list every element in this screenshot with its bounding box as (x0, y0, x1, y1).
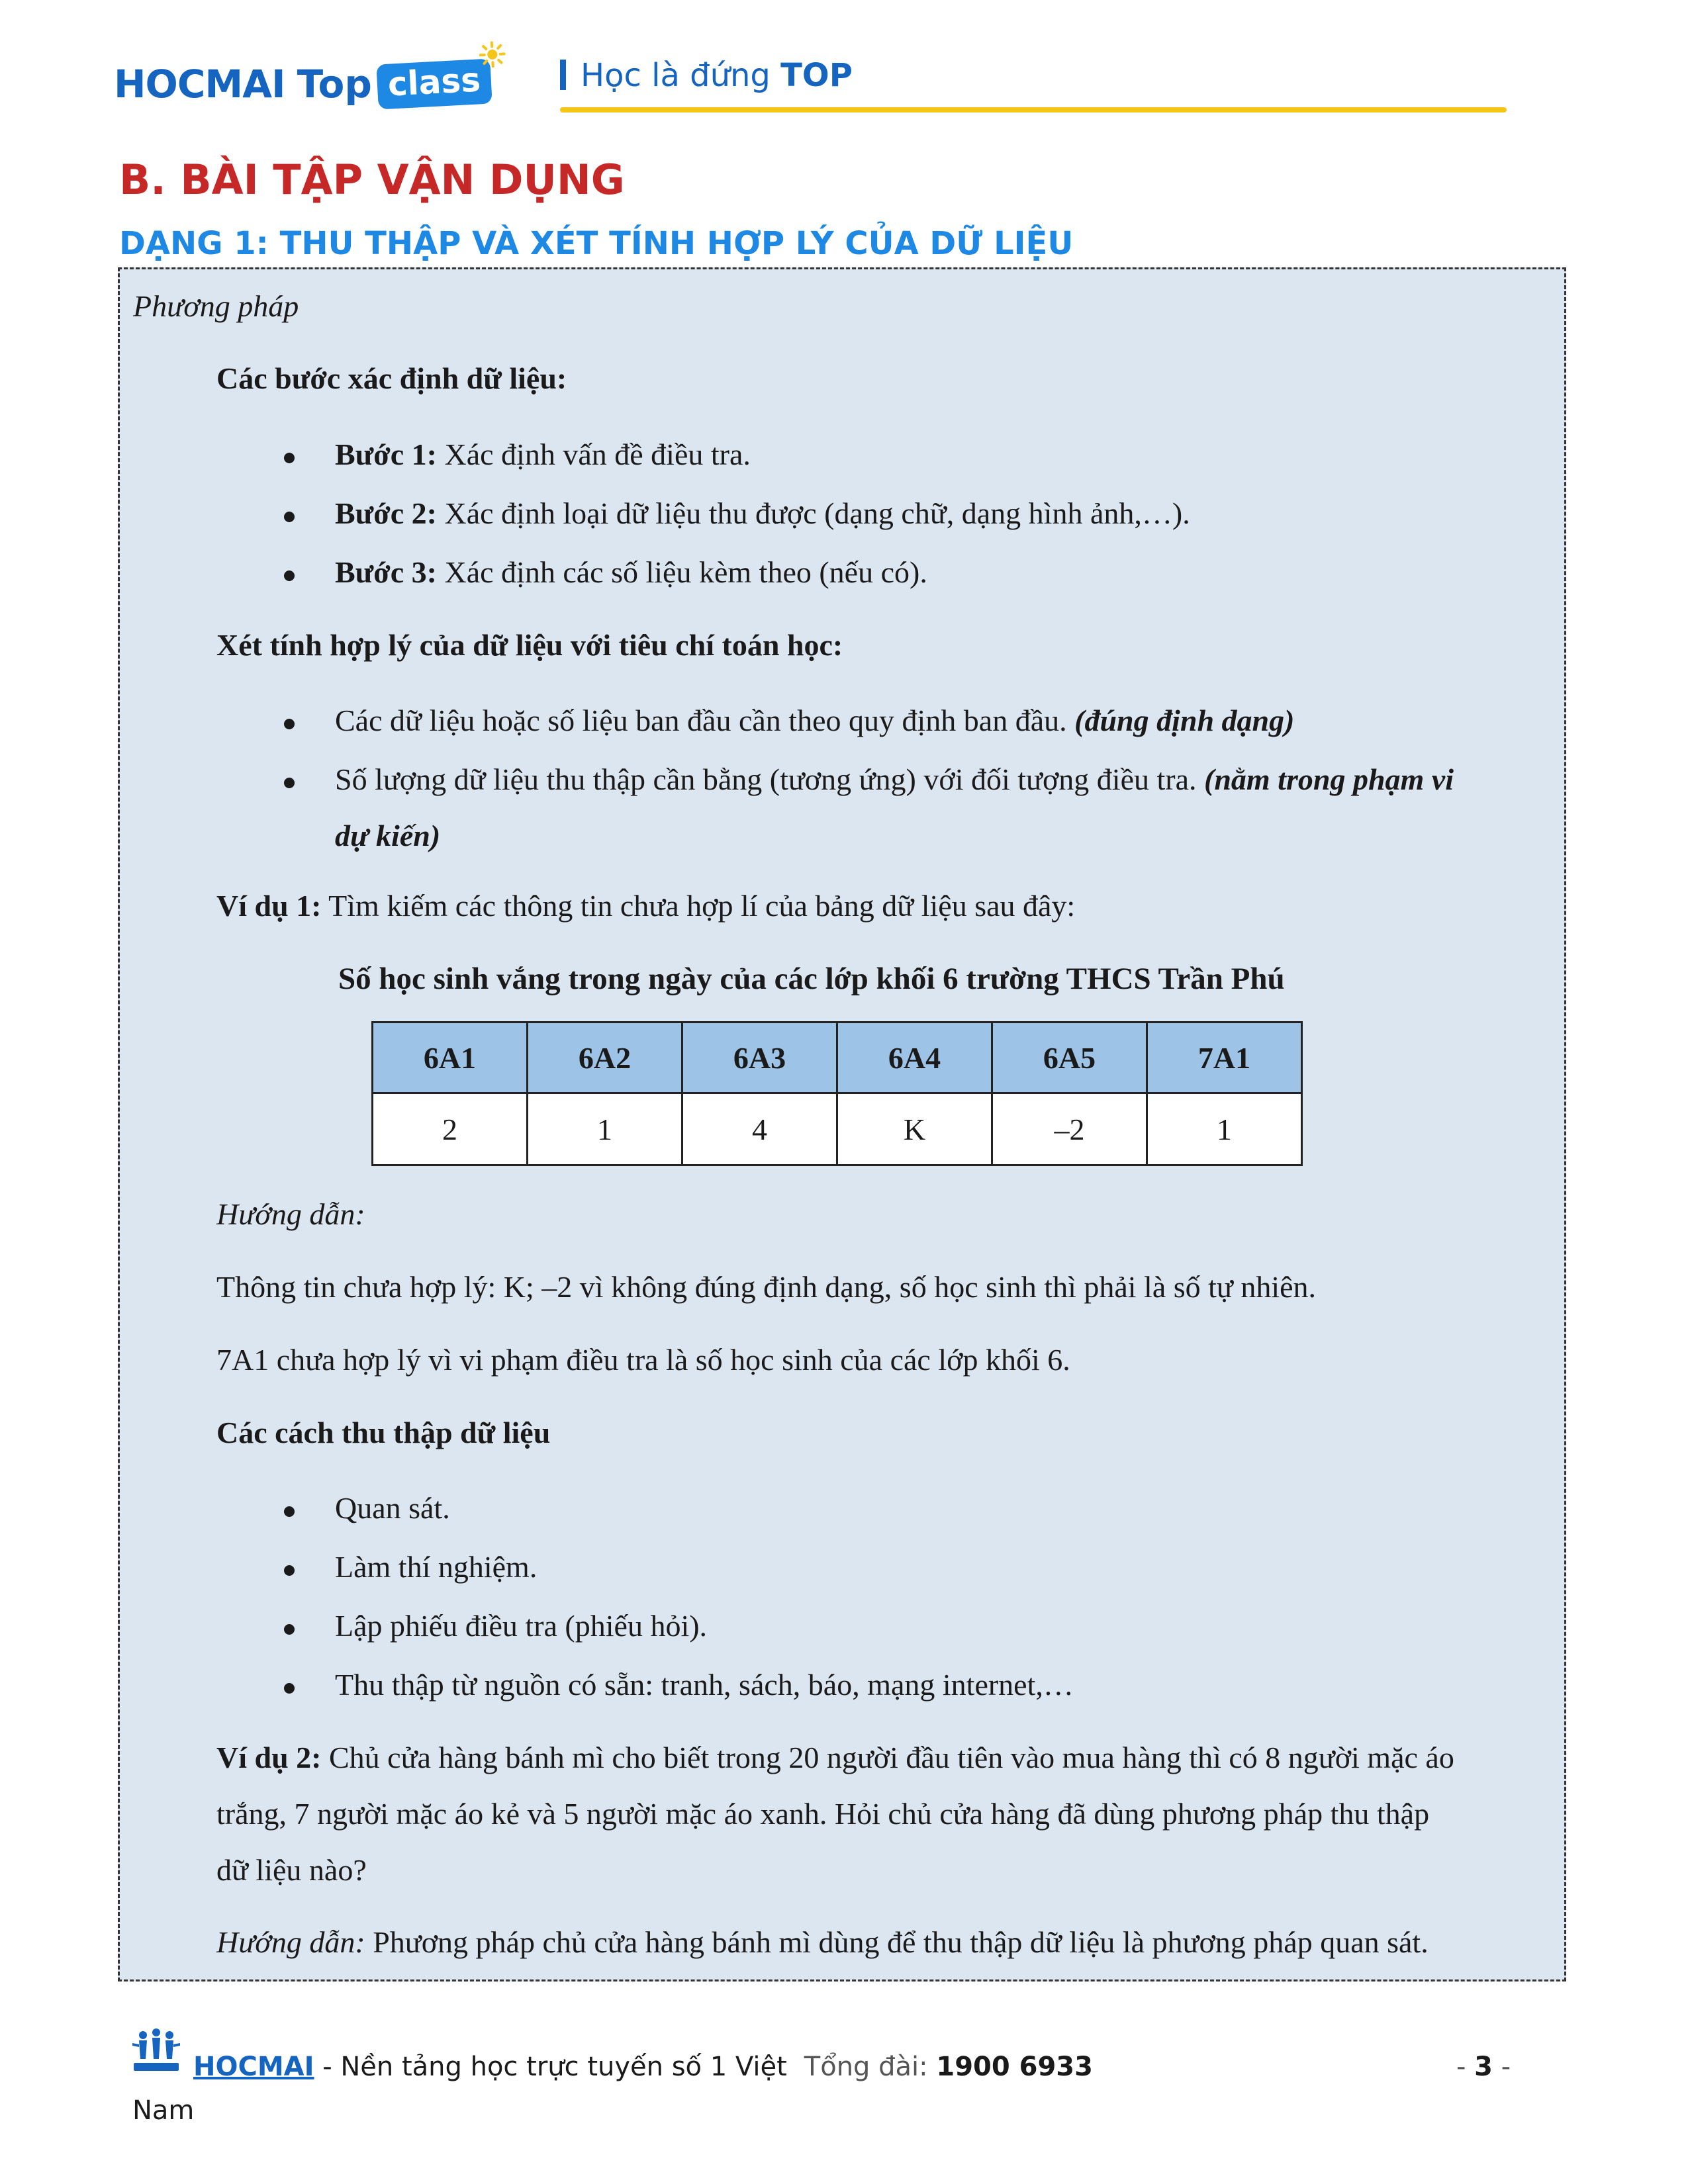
table-cell: 4 (682, 1093, 837, 1165)
table-cell: 1 (528, 1093, 682, 1165)
example2-line1 (216, 1739, 1454, 1776)
step-text: Xác định loại dữ liệu thu được (dạng chữ, dạng hình ảnh,…). (437, 496, 1190, 530)
page-suffix: - (1493, 2052, 1511, 2082)
bullet-icon (284, 570, 295, 581)
table-cell: K (837, 1093, 992, 1165)
bullet-icon (284, 1565, 295, 1576)
table-header-cell: 6A4 (837, 1023, 992, 1093)
footer-hotline: 1900 6933 (936, 2052, 1093, 2082)
method-item: Thu thập từ nguồn có sẵn: tranh, sách, báo, mạng internet,… (335, 1668, 1074, 1702)
section-title: B. BÀI TẬP VẬN DỤNG (119, 156, 625, 204)
example1-text: Tìm kiếm các thông tin chưa hợp lí của bảng dữ liệu sau đây: (321, 889, 1076, 923)
criteria-item (335, 761, 1454, 798)
method-item: Làm thí nghiệm. (335, 1550, 538, 1584)
step-item (335, 495, 1190, 532)
tagline-strong: TOP (780, 57, 853, 94)
table-header-cell: 6A3 (682, 1023, 837, 1093)
sub-title: DẠNG 1: THU THẬP VÀ XÉT TÍNH HỢP LÝ CỦA DỮ LIỆU (119, 225, 1074, 262)
method-label: Phương pháp (133, 289, 299, 323)
bullet-icon (284, 453, 295, 463)
example2-line3: dữ liệu nào? (216, 1853, 367, 1887)
methods-heading: Các cách thu thập dữ liệu (216, 1416, 551, 1449)
tagline-divider (560, 60, 566, 90)
table-header-cell: 6A5 (992, 1023, 1147, 1093)
step-label: Bước 1: (335, 437, 437, 471)
step-label: Bước 2: (335, 496, 437, 530)
footer-tagline: - Nền tảng học trực tuyến số 1 Việt (314, 2052, 787, 2082)
logo-top-text: Top (297, 62, 372, 107)
page-number (1456, 2052, 1511, 2082)
table-header-cell: 7A1 (1147, 1023, 1302, 1093)
method-item: Lập phiếu điều tra (phiếu hỏi). (335, 1609, 708, 1643)
example2-label: Ví dụ 2: (216, 1741, 322, 1774)
bullet-icon (284, 1624, 295, 1635)
guide1-line2: 7A1 chưa hợp lý vì vi phạm điều tra là số học sinh của các lớp khối 6. (216, 1343, 1070, 1377)
example2-line2: trắng, 7 người mặc áo kẻ và 5 người mặc áo xanh. Hỏi chủ cửa hàng đã dùng phương pháp thu thập (216, 1797, 1430, 1831)
step-text: Xác định các số liệu kèm theo (nếu có). (437, 555, 927, 589)
guide2-text: Phương pháp chủ cửa hàng bánh mì dùng để thu thập dữ liệu là phương pháp quan sát. (365, 1925, 1429, 1959)
bullet-icon (284, 512, 295, 522)
bullet-icon (284, 778, 295, 788)
guide1-label: Hướng dẫn: (216, 1197, 365, 1231)
footer-brand-link[interactable]: HOCMAI (193, 2052, 314, 2082)
method-item: Quan sát. (335, 1491, 450, 1525)
bullet-icon (284, 1506, 295, 1517)
criteria-note: (đúng định dạng) (1074, 704, 1295, 737)
step-item (335, 436, 751, 473)
table-cell: 1 (1147, 1093, 1302, 1165)
step-label: Bước 3: (335, 555, 437, 589)
criteria-note-cont: dự kiến) (335, 819, 441, 852)
criteria-item (335, 702, 1294, 739)
criteria-note: (nằm trong phạm vi (1204, 762, 1454, 796)
absence-table (371, 1021, 1303, 1166)
logo-hocmai-text: HOCMAI (114, 62, 285, 107)
guide1-line1: Thông tin chưa hợp lý: K; –2 vì không đúng định dạng, số học sinh thì phải là số tự nhiên. (216, 1270, 1317, 1304)
page-prefix: - (1456, 2052, 1475, 2082)
table-title: Số học sinh vắng trong ngày của các lớp khối 6 trường THCS Trần Phú (338, 962, 1285, 996)
step-item (335, 554, 927, 591)
table-cell: –2 (992, 1093, 1147, 1165)
example2-text: Chủ cửa hàng bánh mì cho biết trong 20 người đầu tiên vào mua hàng thì có 8 người mặc áo (321, 1741, 1454, 1774)
hocmai-footer-logo-icon (130, 2028, 183, 2075)
table-header-cell: 6A1 (373, 1023, 528, 1093)
example1-line (216, 887, 1075, 925)
bullet-icon (284, 719, 295, 729)
table-header-row (373, 1023, 1302, 1093)
example1-label: Ví dụ 1: (216, 889, 322, 923)
logo-class-text: class (387, 60, 482, 104)
table-cell: 2 (373, 1093, 528, 1165)
guide2-line (216, 1924, 1429, 1961)
logo-class-badge (376, 59, 492, 110)
table-row (373, 1093, 1302, 1165)
footer-tagline-cont: Nam (132, 2095, 195, 2126)
guide2-label: Hướng dẫn: (216, 1925, 365, 1959)
step-text: Xác định vấn đề điều tra. (437, 437, 751, 471)
criteria-heading: Xét tính hợp lý của dữ liệu với tiêu chí toán học: (216, 628, 843, 662)
hocmai-topclass-logo (114, 54, 491, 114)
footer-hotline-label: Tổng đài: (804, 2052, 937, 2082)
page-number-value: 3 (1474, 2052, 1493, 2082)
bullet-icon (284, 1683, 295, 1694)
sun-icon (479, 40, 506, 68)
footer-text (193, 2052, 1093, 2082)
header-underline (560, 107, 1507, 113)
criteria-text: Số lượng dữ liệu thu thập cần bằng (tương ứng) với đối tượng điều tra. (335, 762, 1204, 796)
table-header-cell: 6A2 (528, 1023, 682, 1093)
steps-heading: Các bước xác định dữ liệu: (216, 361, 567, 395)
tagline-prefix: Học là đứng (581, 57, 771, 94)
criteria-text: Các dữ liệu hoặc số liệu ban đầu cần theo quy định ban đầu. (335, 704, 1075, 737)
header-tagline (560, 57, 853, 94)
